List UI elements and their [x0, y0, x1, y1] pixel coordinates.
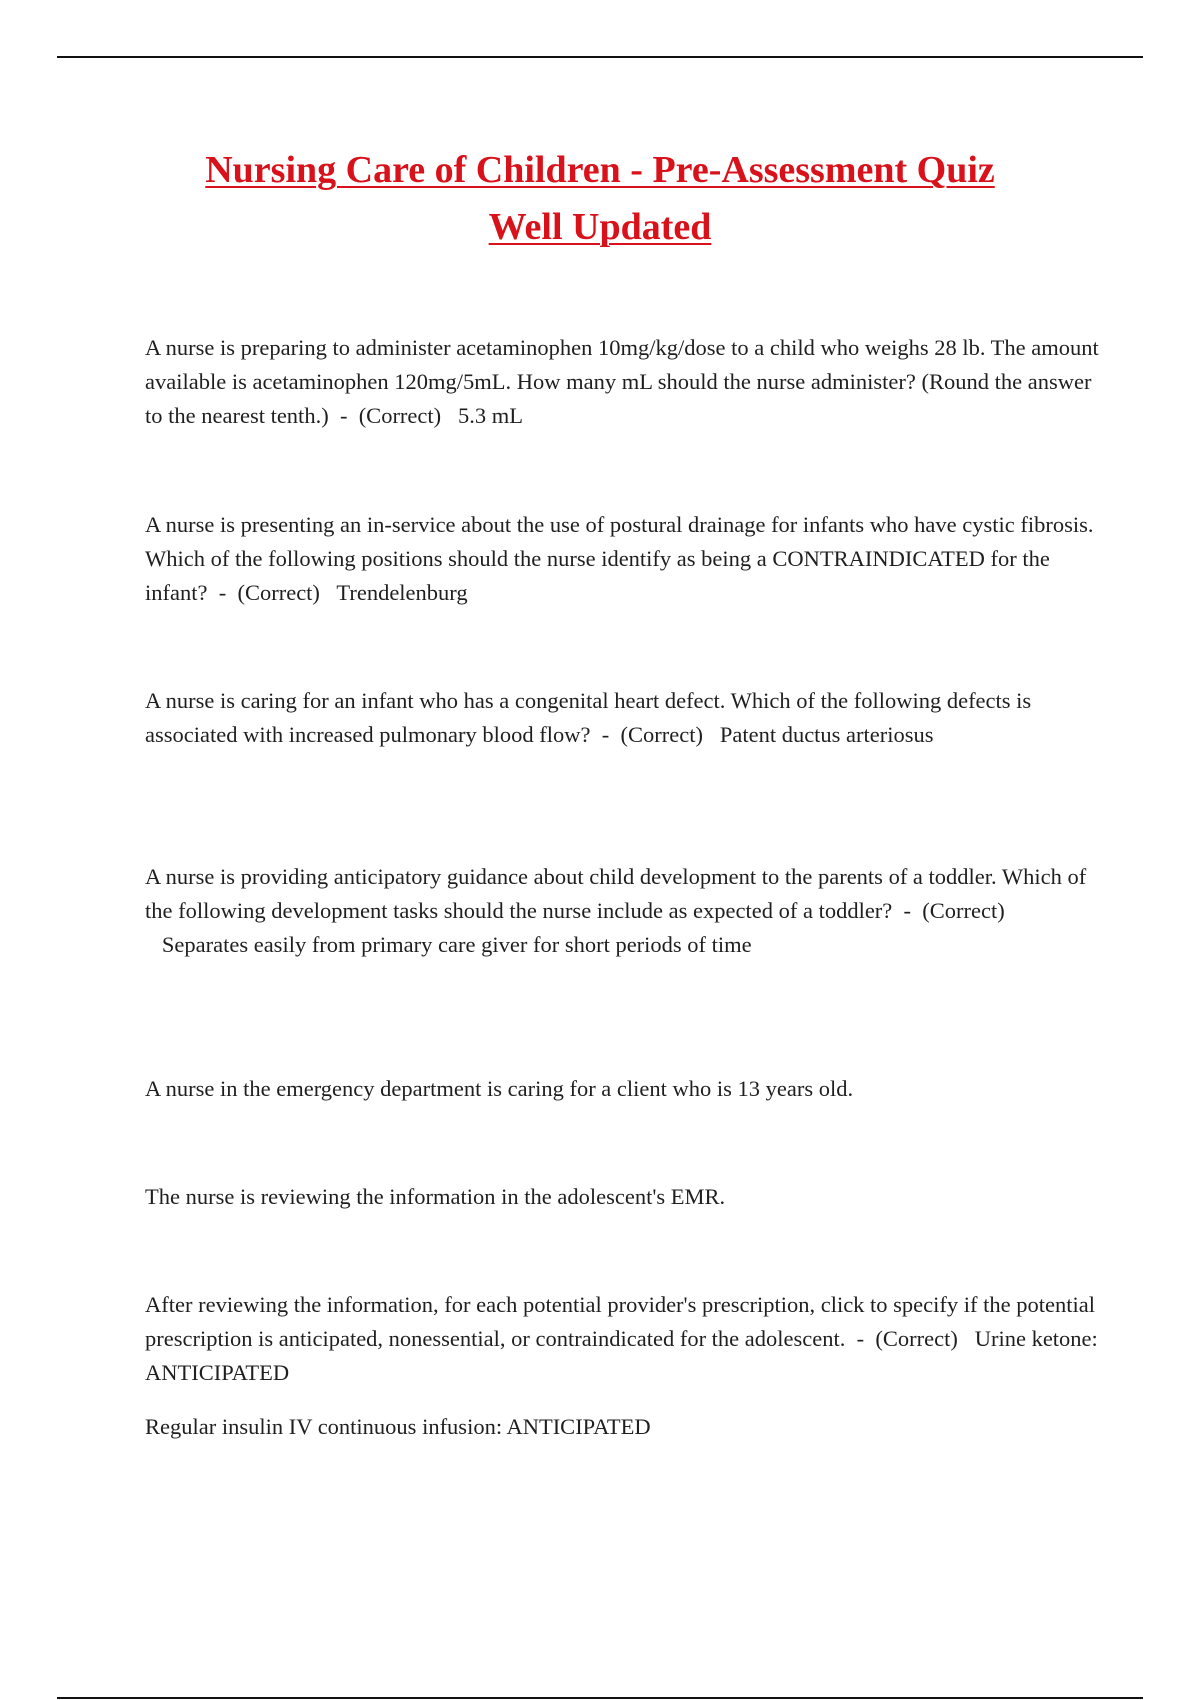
qa-item-4: A nurse is providing anticipatory guidance about child development to the parents of a toddler. Which of the following development tasks should the nurse include as expected of a toddler? - (Correct) Separates easily from primary care giver for short periods of time	[145, 864, 1087, 957]
question-text: A nurse is presenting an in-service about the use of postural drainage for infants who have cystic fibrosis. Which of the following positions should the nurse identify as being a CONTRAINDICATED for the infant?	[145, 512, 1094, 605]
answer-text: Urine ketone: ANTICIPATED	[145, 1326, 1098, 1385]
question-text: After reviewing the information, for each potential provider's prescription, click to specify if the potential prescription is anticipated, nonessential, or contraindicated for the adolescent.	[145, 1292, 1095, 1351]
question-text: A nurse is caring for an infant who has a congenital heart defect. Which of the following defects is associated with increased pulmonary blood flow?	[145, 688, 1032, 747]
qa-item-2: A nurse is presenting an in-service about the use of postural drainage for infants who have cystic fibrosis. Which of the following positions should the nurse identify as being a CONTRAINDICATED for the infant? - (Correct) Trendelenburg	[145, 512, 1094, 605]
question-text: A nurse is preparing to administer acetaminophen 10mg/kg/dose to a child who weighs 28 lb. The amount available is acetaminophen 120mg/5mL. How many mL should the nurse administer? (Round the answer to the nearest tenth.)	[145, 335, 1099, 428]
qa-item-1: A nurse is preparing to administer acetaminophen 10mg/kg/dose to a child who weighs 28 lb. The amount available is acetaminophen 120mg/5mL. How many mL should the nurse administer? (Round the answer to the nearest tenth.) - (Correct) 5.3 mL	[145, 335, 1099, 428]
title-line-2: Well Updated	[488, 206, 712, 248]
answer-text: Trendelenburg	[336, 580, 468, 605]
case-intro: A nurse in the emergency department is caring for a client who is 13 years old.	[145, 1076, 854, 1101]
case-review: The nurse is reviewing the information in the adolescent's EMR.	[145, 1184, 726, 1209]
correct-marker: (Correct)	[620, 722, 703, 747]
bottom-rule	[57, 1697, 1143, 1699]
qa-item-3: A nurse is caring for an infant who has a congenital heart defect. Which of the following defects is associated with increased pulmonary blood flow? - (Correct) Patent ductus arteriosus	[145, 688, 1032, 747]
case-extra-answer: Regular insulin IV continuous infusion: ANTICIPATED	[145, 1414, 651, 1439]
answer-text: 5.3 mL	[458, 403, 524, 428]
top-rule	[57, 56, 1143, 58]
answer-text: Separates easily from primary care giver for short periods of time	[161, 932, 752, 957]
correct-marker: (Correct)	[237, 580, 320, 605]
question-text: A nurse is providing anticipatory guidance about child development to the parents of a toddler. Which of the following development tasks should the nurse include as expected of a toddler?	[145, 864, 1087, 923]
title-line-1: Nursing Care of Children - Pre-Assessment Quiz	[205, 149, 995, 191]
answer-text: Patent ductus arteriosus	[719, 722, 934, 747]
correct-marker: (Correct)	[875, 1326, 958, 1351]
page-title	[100, 142, 1100, 256]
correct-marker: (Correct)	[358, 403, 442, 428]
qa-item-case: After reviewing the information, for each potential provider's prescription, click to specify if the potential prescription is anticipated, nonessential, or contraindicated for the adolescent. - (Correct) Urine ketone: ANTICIPATED	[145, 1292, 1098, 1385]
correct-marker: (Correct)	[922, 898, 1005, 923]
